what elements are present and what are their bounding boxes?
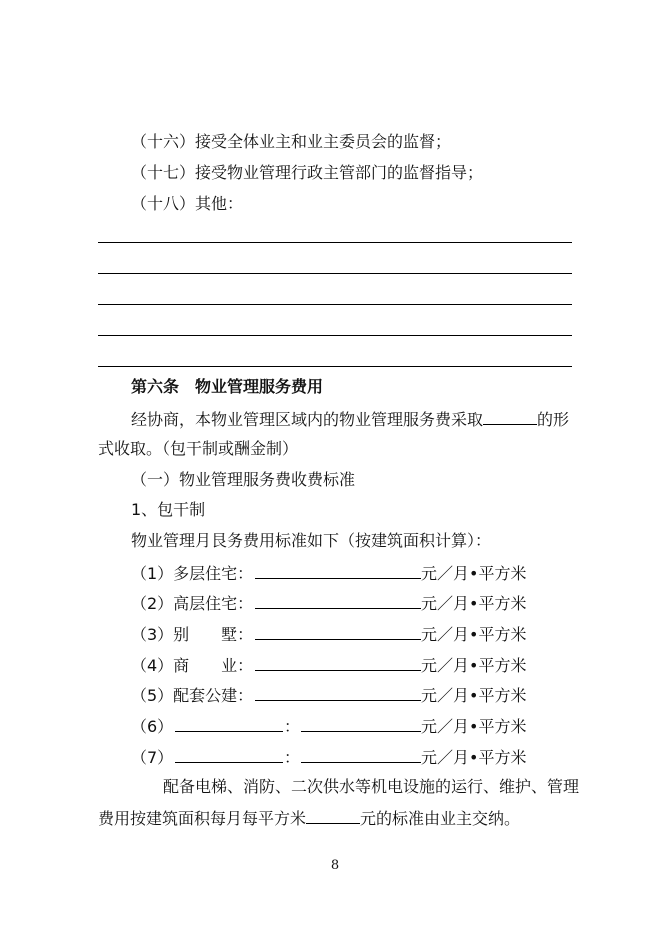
fee-name-blank [175,715,283,732]
fee-blank [255,623,421,640]
elevator-text-2: 元的标准由业主交纳。 [360,809,521,828]
fee-blank [255,562,421,579]
item-18: （十八）其他： [131,194,244,213]
fee-unit: 元／月•平方米 [421,594,527,613]
item-17: （十七）接受物业管理行政主管部门的监督指导； [131,163,484,182]
elevator-paragraph-line-1: 配备电梯、消防、二次供水等机电设施的运行、维护、管理 [163,777,580,796]
form-blank [483,408,537,425]
fee-row [131,684,526,706]
blank-line-3 [98,304,572,305]
fee-label: （6） [131,717,174,736]
fee-label: （4）商 业： [131,656,254,675]
fee-colon: ： [283,717,300,736]
fee-blank [255,654,421,671]
intro-line-1 [131,408,569,430]
fee-unit: 元／月•平方米 [421,748,527,767]
fee-blank [301,715,421,732]
standard-intro: 物业管理月艮务费用标准如下（按建筑面积计算）： [131,531,492,550]
fee-unit: 元／月•平方米 [421,564,527,583]
intro-line-2: 式收取。（包干制或酬金制） [98,439,299,458]
fee-unit: 元／月•平方米 [421,686,527,705]
fee-blank [255,592,421,609]
elevator-paragraph-line-2 [98,807,520,829]
fee-label: （5）配套公建： [131,686,254,705]
section-heading: （一）物业管理服务费收费标准 [131,470,356,489]
fee-colon: ： [283,748,300,767]
subsection-heading: 1、包干制 [131,500,206,519]
fee-label: （3）别 墅： [131,625,254,644]
item-16: （十六）接受全体业主和业主委员会的监督； [131,132,452,151]
fee-label: （2）高层住宅： [131,594,254,613]
fee-unit: 元／月•平方米 [421,625,527,644]
blank-line-1 [98,242,572,243]
fee-unit: 元／月•平方米 [421,656,527,675]
fee-name-blank [175,746,283,763]
intro-text-1: 经协商，本物业管理区域内的物业管理服务费采取 [131,410,484,429]
fee-blank [301,746,421,763]
fee-label: （1）多层住宅： [131,564,254,583]
fee-row [131,715,526,737]
fee-row [131,654,526,676]
page-number: 8 [330,858,340,873]
blank-line-5 [98,366,572,367]
blank-line-2 [98,273,572,274]
fee-blank [255,684,421,701]
fee-row [131,592,526,614]
intro-text-2: 的形 [537,410,570,429]
fee-label: （7） [131,748,174,767]
fee-row [131,562,526,584]
article-heading: 第六条 物业管理服务费用 [131,377,324,396]
fee-row [131,623,526,645]
fee-unit: 元／月•平方米 [421,717,527,736]
elevator-fee-blank [306,807,360,824]
fee-row [131,746,526,768]
elevator-text-1: 费用按建筑面积每月每平方米 [98,809,307,828]
blank-line-4 [98,335,572,336]
